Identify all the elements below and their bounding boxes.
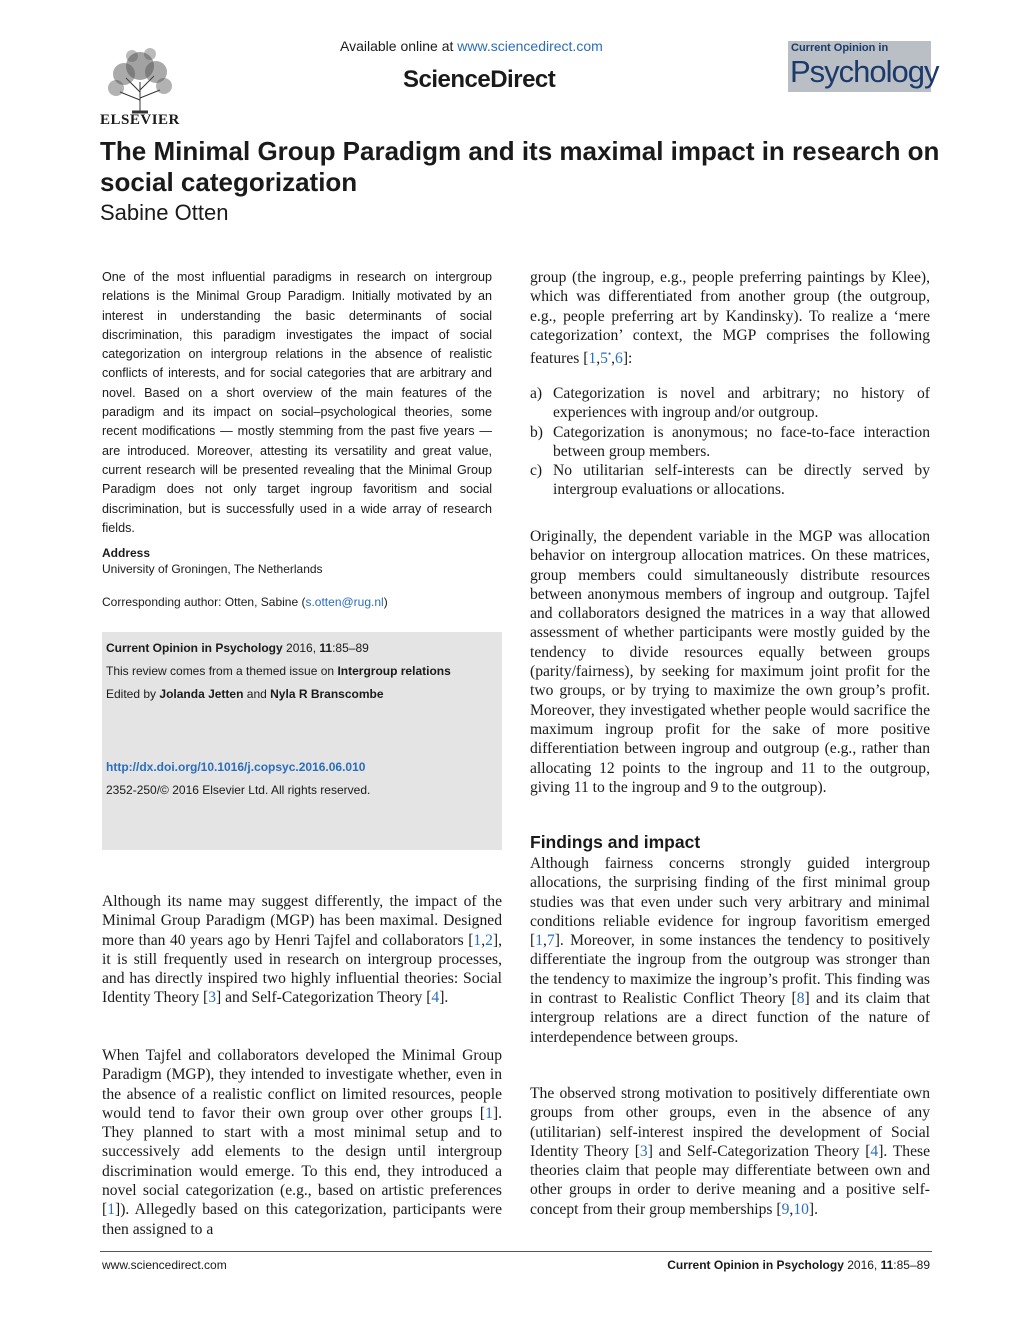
- citation-volume: 11: [319, 641, 333, 655]
- ref-link[interactable]: 3: [639, 1142, 648, 1160]
- feature-text: No utilitarian self-interests can be directly served by intergroup evaluations or allocations.: [553, 462, 930, 499]
- footer-citation: [667, 1258, 930, 1272]
- text-segment: group (the ingroup, e.g., people preferring paintings by Klee), which was differentiated from another group (the outgroup, e.g., people preferring art by Kandinsky). To realize a ‘mere categorization’ context, the MGP comprises the following features [: [530, 269, 930, 368]
- text-segment: ]:: [622, 350, 633, 368]
- editor-2: Nyla R Branscombe: [270, 687, 384, 701]
- journal-logo-big: Psychology: [790, 54, 939, 89]
- text-segment: ]. They planned to start with a most minimal setup and to successively add elements to the design until intergroup discrimination would emerge. To this end, they introduced a novel social categorization (e.g., based on artistic preferences [: [102, 1104, 502, 1219]
- ref-link[interactable]: 6: [615, 350, 623, 368]
- article-info-box: [102, 632, 502, 850]
- ref-link[interactable]: 4: [870, 1142, 879, 1160]
- available-prefix: Available online at: [340, 38, 454, 54]
- available-online: [340, 38, 603, 54]
- citation-journal: Current Opinion in Psychology: [106, 641, 283, 655]
- text-segment: Although fairness concerns strongly guided intergroup allocations, the surprising finding of the first minimal group studies was that even under such very arbitrary and minimal conditions reliable evidence for ingroup favoritism emerged [: [530, 855, 930, 950]
- ref-link[interactable]: 1: [473, 931, 482, 949]
- text-segment: ].: [439, 989, 449, 1007]
- address-value: University of Groningen, The Netherlands: [102, 562, 323, 576]
- feature-marker: c): [530, 462, 543, 480]
- body-paragraph-findings: [530, 854, 930, 1047]
- body-paragraph-groups: [530, 268, 930, 369]
- text-segment: When Tajfel and collaborators developed the Minimal Group Paradigm (MGP), they intended to investigate whether, even in the absence of a realistic conflict on limited resources, people would tend to favor their own group over other groups [: [102, 1047, 502, 1122]
- footer-journal: Current Opinion in Psychology: [667, 1258, 844, 1272]
- abstract: One of the most influential paradigms in research on intergroup relations is the Minimal Group Paradigm. Initially motivated by an interest in understanding the basic determinants of social discrimination, this paradigm investigates the impact of social categorization on intergroup relations in the absence of realistic conflicts of interests, and for social categories that are arbitrary and novel. Based on a short overview of the main features of the paradigm and its impact on social–psychological theories, some recent modifications — mostly stemming from the past five years — are introduced. Moreover, attesting its versatility and great value, current research will be presented revealing that the Minimal Group Paradigm does not only target ingroup favoritism and social discrimination, but is successfully used in a wide array of research fields.: [102, 270, 492, 535]
- body-paragraph-theories: [530, 1084, 930, 1219]
- corresponding-author: [102, 595, 388, 609]
- footer-website: www.sciencedirect.com: [102, 1258, 227, 1272]
- editor-and: and: [246, 687, 267, 701]
- text-segment: ,: [789, 1200, 794, 1218]
- footer-divider: [100, 1251, 932, 1252]
- citation-line: [106, 641, 369, 655]
- copyright-line: 2352-250/© 2016 Elsevier Ltd. All rights reserved.: [106, 783, 371, 797]
- feature-item: [530, 384, 930, 423]
- feature-text: Categorization is novel and arbitrary; no history of experiences with ingroup and/or outgroup.: [553, 385, 930, 422]
- citation-year: 2016,: [286, 641, 317, 655]
- editors-line: [106, 687, 384, 701]
- theme-line: [106, 664, 451, 678]
- theme-name: Intergroup relations: [337, 664, 451, 678]
- text-segment: ,: [611, 350, 616, 368]
- ref-link[interactable]: 1: [107, 1201, 115, 1219]
- journal-logo: [788, 41, 939, 92]
- doi-link[interactable]: http://dx.doi.org/10.1016/j.copsyc.2016.06.010: [106, 760, 366, 774]
- ref-link[interactable]: 3: [208, 989, 217, 1007]
- body-paragraph-tajfel: [102, 1046, 502, 1239]
- text-segment: ].: [808, 1200, 818, 1218]
- section-heading-findings: Findings and impact: [530, 832, 701, 852]
- text-segment: ,: [481, 931, 486, 949]
- feature-list: [530, 384, 930, 500]
- text-segment: ] and Self-Categorization Theory [: [647, 1142, 871, 1160]
- elsevier-wordmark: ELSEVIER: [100, 112, 180, 128]
- corresponding-prefix: Corresponding author: Otten, Sabine (: [102, 595, 306, 609]
- ref-link[interactable]: 1: [485, 1104, 493, 1122]
- article-title: The Minimal Group Paradigm and its maximal impact in research on social categorization: [100, 136, 940, 197]
- text-segment: ] and its claim that intergroup relations are a direct function of the nature of interdependence between groups.: [530, 990, 930, 1046]
- article-author: Sabine Otten: [100, 200, 229, 225]
- footer-volume: 11: [880, 1258, 894, 1272]
- text-segment: ,: [543, 932, 547, 950]
- text-segment: ], it is still frequently used in research on intergroup processes, and has directly inspired two highly influential theories: Social Identity Theory [: [102, 931, 502, 1007]
- doi-line: [106, 760, 365, 774]
- corresponding-suffix: ): [383, 595, 388, 609]
- edited-prefix: Edited by: [106, 687, 157, 701]
- journal-logo-small: Current Opinion in: [791, 42, 889, 54]
- theme-prefix: This review comes from a themed issue on: [106, 664, 335, 678]
- ref-link[interactable]: 9: [781, 1200, 790, 1218]
- feature-marker: b): [530, 423, 543, 441]
- recommended-marker: •: [607, 349, 612, 360]
- feature-item: [530, 423, 930, 462]
- text-segment: ]. Moreover, in some instances the tendency to positively differentiate the ingroup from the outgroup was stronger than the tendency to maximize the ingroup’s profit. This finding was in contrast to Realistic Conflict Theory [: [530, 932, 930, 1008]
- feature-item: [530, 461, 930, 500]
- text-segment: ]). Allegedly based on this categorization, participants were then assigned to a: [102, 1201, 502, 1238]
- text-segment: The observed strong motivation to positively differentiate own groups from other groups, even in the absence of any (utilitarian) self-interest inspired the development of Social Identity Theory [: [530, 1085, 930, 1160]
- text-segment: ] and Self-Categorization Theory [: [216, 989, 432, 1007]
- ref-link[interactable]: 4: [431, 989, 440, 1007]
- footer-year: 2016,: [847, 1258, 878, 1272]
- ref-link[interactable]: 5: [600, 350, 608, 368]
- ref-link[interactable]: 2: [485, 931, 493, 949]
- ref-link[interactable]: 8: [796, 990, 805, 1008]
- editor-1: Jolanda Jetten: [159, 687, 244, 701]
- text-segment: Although its name may suggest differently, the impact of the Minimal Group Paradigm (MGP) has been maximal. Designed more than 40 years ago by Henri Tajfel and collaborators [: [102, 893, 502, 949]
- feature-marker: a): [530, 385, 543, 402]
- ref-link[interactable]: 1: [588, 350, 597, 368]
- citation-pages: :85–89: [332, 641, 369, 655]
- sciencedirect-logo: ScienceDirect: [403, 66, 556, 93]
- sciencedirect-link[interactable]: www.sciencedirect.com: [457, 38, 603, 54]
- author-email-link[interactable]: s.otten@rug.nl: [305, 595, 384, 609]
- text-segment: ]. These theories claim that people may differentiate between own and other groups in order to derive meaning and a positive self-concept from their group memberships [: [530, 1142, 930, 1218]
- ref-link[interactable]: 7: [546, 932, 555, 950]
- body-paragraph-matrices: Originally, the dependent variable in the MGP was allocation behavior on intergroup allocation matrices. On these matrices, group members could simultaneously distribute resources between anonymous members of ingroup and outgroup. Tajfel and collaborators designed the matrices in a way that allowed assessment of whether participants were mostly guided by the tendency to divide resources equally between groups (parity/fairness), by seeking for maximum joint profit for the two groups, or by trying to maximize the own group’s profit. Moreover, they investigated whether people would sacrifice the maximum ingroup profit for the sake of more positive differentiation between ingroup and outgroup (e.g., rather than allocating 12 points to the ingroup and 11 to the outgroup, giving 11 to the ingroup and 9 to the outgroup).: [530, 528, 930, 796]
- ref-link[interactable]: 10: [793, 1200, 809, 1218]
- ref-link[interactable]: 1: [535, 932, 543, 950]
- address-label: Address: [102, 546, 151, 560]
- text-segment: ,: [596, 350, 601, 368]
- feature-text: Categorization is anonymous; no face-to-face interaction between group members.: [553, 423, 930, 460]
- body-paragraph-intro: [102, 892, 502, 1008]
- footer-pages: :85–89: [893, 1258, 930, 1272]
